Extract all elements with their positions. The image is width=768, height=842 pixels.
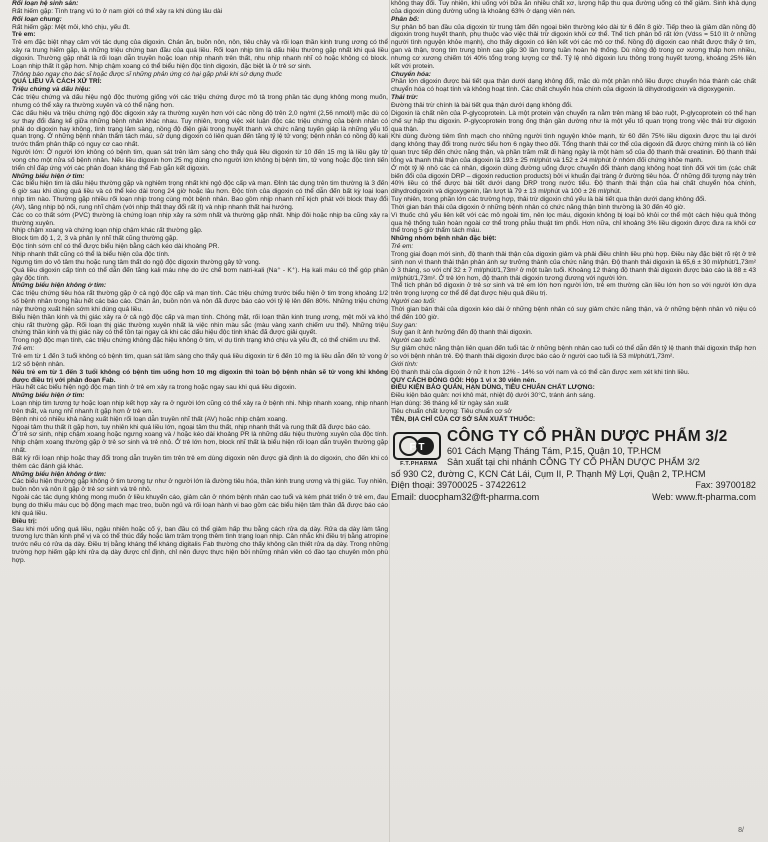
- left-paragraph: Trẻ em đặc biệt nhạy cảm với tác dụng của digoxin. Chán ăn, buồn nôn, nôn, tiêu chảy và rối loạn thần kinh trung ương có thể xảy ra trung hiếm gặp, là những triệu chứng ban đầu của quá liều. Rối loạn nhịp tim là dấu hiệu thường gặp nhất khi quá liều digoxin. Thường gặp nhất là rối loạn dẫn truyền hoặc loạn nhịp nhanh trên thất, nhu nhịp nhanh nhĩ có hoặc không có block. Loạn nhịp thất ít gặp hơn. Nhịp chậm xoang có thể biểu hiện độc tính digoxin, đặc biệt là ở trẻ sơ sinh.: [12, 39, 388, 70]
- fax-text: Fax: 39700182: [695, 480, 756, 491]
- right-paragraph: Người cao tuổi:: [391, 298, 436, 306]
- left-paragraph: Các biểu hiện thường gặp không ở tim tương tự như ở người lớn là đường tiêu hóa, thần kinh trung ương và thị giác. Tuy nhiên, buồn nôn và nôn ít gặp ở trẻ sơ sinh và trẻ nhỏ.: [12, 478, 388, 494]
- left-paragraph: Rất hiếm gặp: Tình trạng vú to ở nam giới có thể xảy ra khi dùng lâu dài: [12, 7, 223, 15]
- right-paragraph: Tiêu chuẩn chất lượng: Tiêu chuẩn cơ sở: [391, 407, 512, 415]
- manufacturer-block: [391, 428, 756, 510]
- page-marker: 8/: [738, 827, 744, 834]
- right-paragraph: Phân bố:: [391, 15, 420, 23]
- left-paragraph: Loạn nhịp tim tương tự hoặc loạn nhịp kết hợp xảy ra ở người lớn cũng có thể xảy ra ở bệnh nhi. Nhịp nhanh xoang, nhịp nhanh trên thất, và rung nhĩ nhanh ít gặp hơn ở trẻ em.: [12, 400, 388, 415]
- left-paragraph: Quá liều digoxin cấp tính có thể dẫn đến tăng kali máu nhẹ do ức chế bơm natri-kali (Na⁺ - K⁺). Hạ kali máu có thể góp phần gây độc tính.: [12, 266, 388, 282]
- left-paragraph: Thông báo ngay cho bác sĩ hoặc được sĩ những phản ứng có hại gặp phải khi sử dụng thuốc: [12, 70, 282, 78]
- left-paragraph: Ngoài các tác dụng không mong muốn ở liều khuyến cáo, giảm cân ở nhóm bệnh nhân cao tuổi và kém phát triển ở trẻ em, đau bụng do thiếu máu cục bộ động mạch mạc treo, buồn ngủ và rối loạn hành vi bao gồm các biểu hiện tâm thần đã được báo cáo khi quá liều.: [12, 494, 388, 517]
- right-text-column: [391, 0, 756, 842]
- logo-caption: F.T.PHARMA: [400, 460, 438, 467]
- left-paragraph: Các triệu chứng và dấu hiệu ngộ độc thường giống với các triệu chứng được mô tả trong phần tác dụng không mong muốn, nhưng có thể xảy ra thường xuyên và có thể nặng hơn.: [12, 94, 388, 109]
- right-paragraph: QUY CÁCH ĐÓNG GÓI: Hộp 1 vỉ x 30 viên nén.: [391, 376, 537, 384]
- right-paragraph: Hạn dùng: 36 tháng kể từ ngày sản xuất: [391, 400, 509, 408]
- left-paragraph: Các biểu hiện tim là dấu hiệu thường gặp và nghiêm trọng nhất khi ngộ độc cấp và mạn. Đỉnh tác dụng trên tim thường là 3 đến 6 giờ sau khi dùng quá liều và có thể kéo dài trong 24 giờ hoặc lâu hơn. Độc tính của digoxin có thể dẫn đến bất kỳ loại loạn nhịp tim nào. Thường gặp nhiều rối loạn nhịp trong cùng một bệnh nhân. Bao gồm nhịp nhanh nhĩ kịch phát với block thay đổi (AV), tăng nhịp bộ nối, rung nhĩ chậm (với nhịp thất thay đổi rất ít) và nhịp nhanh thất hai hướng.: [12, 180, 388, 211]
- left-paragraph: Biểu hiện thần kinh và thị giác xảy ra ở cả ngộ độc cấp và mạn tính. Chóng mặt, rối loạn thần kinh trung ương, mệt mỏi và khó chịu rất thường gặp. Rối loạn thị giác thường xuyên nhất là việc nhìn màu sắc (màu vàng xanh chiếm ưu thế). Những triệu chứng thần kinh và thị giác này có thể tồn tại ngay cả khi các dấu hiệu độc tính khác đã được giải quyết.: [12, 313, 388, 337]
- left-paragraph: Những biểu hiện không ở tim:: [12, 282, 107, 290]
- right-paragraph: Người cao tuổi:: [391, 337, 436, 345]
- left-paragraph: QUÁ LIỀU VÀ CÁCH XỬ TRÍ:: [12, 78, 102, 86]
- right-paragraph: Digoxin là chất nền của P-glycoprotein. Là một protein vận chuyển ra nằm trên màng tế bào ruột, P-glycoprotein có thể hạn chế sự hấp thu digoxin. P-glycoprotein trong ống thận gần dường như là một yếu tố quan trọng trong việc thải trừ digoxin qua thận.: [391, 109, 756, 133]
- right-paragraph: Suy gan ít ảnh hưởng đến độ thanh thải digoxin.: [391, 329, 533, 337]
- left-paragraph: Ngưng tim do vô tâm thu hoặc rung tâm thất do ngộ độc digoxin thường gây tử vong.: [12, 258, 261, 266]
- right-paragraph: Trong giai đoạn mới sinh, độ thanh thải thận của digoxin giảm và phải điều chỉnh liều phù hợp. Điều này đặc biệt rõ rệt ở trẻ sinh non vì thanh thải thận phản ánh sự trưởng thành của chức năng thận. Độ thanh thải digoxin là 65,6 ± 30 ml/phút/1,73m² ở 3 tháng, so với chỉ 32 ± 7 ml/phút/1,73m² ở một tuần tuổi. Khoảng 12 tháng độ thanh thải digoxin được báo cáo là 88 ± 43 ml/phút/1,73m². Ở trẻ lớn hơn, độ thanh thải digoxin tương đương với người lớn.: [391, 251, 756, 282]
- left-paragraph: Những biểu hiện ở tim:: [12, 172, 85, 180]
- right-paragraph: Đường thải trừ chính là bài tiết qua thận dưới dạng không đổi.: [391, 101, 573, 109]
- right-paragraph: Sự giảm chức năng thận liên quan đến tuổi tác ở những bệnh nhân cao tuổi có thể dẫn đến tỷ lệ thanh thải digoxin thấp hơn so với bệnh nhân trẻ. Độ thanh thải digoxin được báo cáo ở người cao tuổi là 53 ml/phút/1,73m².: [391, 345, 756, 360]
- right-paragraph: Khi dùng đường tiêm tĩnh mạch cho những người tình nguyện khỏe mạnh, từ 60 đến 75% liều digoxin được thu lại dưới dạng không thay đổi trong nước tiểu hơn 6 ngày theo dõi. Tổng thanh thải cơ thể của digoxin đã được chứng minh là có liên quan trực tiếp đến chức năng thận, và phần trăm mất đi hàng ngày là một hàm số của độ thanh thải creatinin. Độ thanh thải tổng và thanh thải thận của digoxin là 193 ± 25 ml/phút và 152 ± 24 ml/phút ở nhóm đối chứng khỏe mạnh.: [391, 133, 756, 164]
- left-paragraph: Những biểu hiện ở tim:: [12, 392, 85, 400]
- email-text: Email: duocpham32@ft-pharma.com: [391, 491, 540, 502]
- column-divider: [389, 0, 390, 842]
- left-paragraph: Trẻ em:: [12, 345, 35, 353]
- phone-text: Điện thoại: 39700025 - 37422612: [391, 480, 527, 491]
- right-paragraph: Ở một tỷ lệ nhỏ các cá nhân, digoxin dùng đường uống được chuyển đổi thành dạng không hoạt tính đối với tim (các chất biến đổi của digoxin DRP – digoxin reduction products) bởi vi khuẩn đại tràng ở đường tiêu hóa. Ở những đối tượng này trên 40% liều có thể được bài tiết dưới dạng DRP trong nước tiểu. Độ thanh thải thận của hai chất chuyển hóa chính, dihydrodigoxin và digoxygenin, lần lượt là 79 ± 13 ml/phút và 100 ± 26 ml/phút.: [391, 164, 756, 196]
- left-paragraph: Rất hiếm gặp: Mệt mỏi, khó chịu, yếu đt.: [12, 23, 131, 31]
- right-paragraph: Phần lớn digoxin được bài tiết qua thận dưới dạng không đổi, mặc dù một phần nhỏ liều được chuyển hóa thành các chất chuyển hóa có hoạt tính và không hoạt tính. Các chất chuyển hóa chính của digoxin là dihydrodigoxin và digoxygenin.: [391, 78, 756, 94]
- left-paragraph: Block tim độ 1, 2, 3 và phân ly nhĩ thất cũng thường gặp.: [12, 235, 178, 243]
- left-paragraph: Trong ngộ độc mạn tính, các triệu chứng không đặc hiệu không ở tim, ví dụ tình trạng khó chịu và yếu đt, có thể chiếm ưu thế.: [12, 337, 381, 345]
- factory-line-2: số 930 C2, đường C, KCN Cát Lái, Cụm II, P. Thạnh Mỹ Lợi, Quận 2, TP.HCM: [391, 468, 706, 479]
- right-paragraph: Những nhóm bệnh nhân đặc biệt:: [391, 235, 497, 243]
- contact-row-1: [391, 480, 756, 492]
- right-paragraph: TÊN, ĐỊA CHỈ CỦA CƠ SỞ SẢN XUẤT THUỐC:: [391, 415, 536, 423]
- right-paragraph: Sự phân bố ban đầu của digoxin từ trung tâm đến ngoại biên thường kéo dài từ 6 đến 8 giờ. Tiếp theo là giảm dần nồng độ digoxin trong huyết thanh, phụ thuộc vào việc thải trừ digoxin khỏi cơ thể. Thể tích phân bố rất lớn (Vdss = 510 lít ở những người tình nguyện khỏe mạnh), cho thấy digoxin có liên kết với các mô cơ thể. Nồng độ digoxin cao nhất được thấy ở tim, gan và thận, trong tim trung bình cao gấp 30 lần trong tuần hoàn hệ thống. Dù nồng độ trong cơ xương thấp hơn nhiều, nhưng cơ xương chiếm tới 40% tổng trong lượng cơ thể. Tỷ lệ nhỏ digoxin lưu thông trong huyết tương, khoảng 25% liên kết với protein.: [391, 23, 756, 70]
- left-paragraph: Nếu trẻ em từ 1 đến 3 tuổi không có bệnh tim uống hơn 10 mg digoxin thì toàn bộ bệnh nhân sẽ tử vong khi không được điều trị với phân đoạn Fab.: [12, 368, 388, 384]
- right-paragraph: Thải trừ:: [391, 94, 419, 102]
- left-paragraph: Trẻ em:: [12, 31, 36, 39]
- right-paragraph: ĐIỀU KIỆN BẢO QUẢN, HẠN DÙNG, TIÊU CHUẨN CHẤT LƯỢNG:: [391, 384, 595, 392]
- left-text-column: [12, 0, 388, 842]
- left-paragraph: Ở trẻ sơ sinh, nhịp chậm xoang hoặc ngưng xoang và / hoặc kéo dài khoảng PR là những dấu hiệu thường xuyên của độc tính. Nhịp chậm xoang thường gặp ở trẻ sơ sinh và trẻ nhỏ. Ở trẻ lớn hơn, block nhĩ thất là biểu hiện rối loạn dẫn truyền thường gặp nhất.: [12, 431, 388, 455]
- left-paragraph: Hầu hết các biểu hiện ngộ độc mạn tính ở trẻ em xảy ra trong hoặc ngay sau khi quá liều digoxin.: [12, 384, 297, 392]
- left-paragraph: Sau khi mới uống quá liều, ngậu nhiên hoặc cố ý, ban đầu có thể giảm hấp thu bằng cách rửa dạ dày. Rửa dạ dày làm tăng trương lực thần kinh phế vị và có thể thúc đẩy hoặc làm trầm trọng thêm tình trạng loạn nhịp. Cân nhắc khi điều trị bằng atropine trước nếu có rửa dạ dày. Điều trị bằng kháng thể kháng digitalis Fab thường cho thấy không cần thiết rửa dạ dày. Trong những trường hợp hiếm gặp khi rửa dạ dày được chỉ định, chỉ nên được thực hiện bởi những nhân viên có đào tạo chuyên môn phù hợp.: [12, 525, 388, 564]
- right-paragraph: Chuyển hóa:: [391, 70, 431, 78]
- company-name: CÔNG TY CỔ PHẦN DƯỢC PHẨM 3/2: [447, 427, 728, 445]
- left-paragraph: Độc tính sớm chỉ có thể được biểu hiện bằng cách kéo dài khoảng PR.: [12, 243, 220, 251]
- factory-line-1: Sản xuất tại chi nhánh CÔNG TY CỔ PHẦN DƯỢC PHẨM 3/2: [447, 457, 700, 468]
- right-paragraph: Độ thanh thải của digoxin ở nữ ít hơn 12% - 14% so với nam và có thể cần được xem xét khi tính liều.: [391, 368, 690, 376]
- left-paragraph: Nhịp nhanh thất cũng có thể là biểu hiện của độc tính.: [12, 251, 170, 258]
- left-paragraph: Bệnh nhi có nhiều khả năng xuất hiện rối loạn dẫn truyền nhĩ thất (AV) hoặc nhịp chậm xoang.: [12, 415, 288, 423]
- left-paragraph: Triệu chứng và dấu hiệu:: [12, 86, 91, 94]
- right-paragraph: Thể tích phân bố digoxin ở trẻ sơ sinh và trẻ em lớn hơn người lớn, trẻ em thường cần liều lớn hơn so với người lớn dựa trên trọng lượng cơ thể để đạt được hiệu quả điều trị.: [391, 282, 756, 298]
- left-paragraph: Ngoại tâm thu thất ít gặp hơn, tuy nhiên khi quá liều lớn, ngoại tâm thu thất, nhịp nhanh thất và rung thất đã được báo cáo.: [12, 423, 371, 431]
- right-text-block: [391, 0, 756, 424]
- left-paragraph: Người lớn: Ở người lớn không có bệnh tim, quan sát trên lâm sàng cho thấy quá liều digoxin từ 10 đến 15 mg là liều gây tử vong cho một nửa số bệnh nhân. Nếu liều digoxin hơn 25 mg dùng cho người lớn không bị bệnh tim, tử vong hoặc độc tính tiến triển chỉ đáp ứng với các phân đoạn kháng thể Fab gắn kết digoxin.: [12, 149, 388, 172]
- right-paragraph: Trẻ em:: [391, 243, 414, 251]
- left-paragraph: Rối loạn chung:: [12, 15, 62, 23]
- left-paragraph: Điều trị:: [12, 517, 37, 525]
- left-paragraph: Những biểu hiện không ở tim:: [12, 470, 107, 478]
- company-address: 601 Cách Mạng Tháng Tám, P.15, Quận 10, TP.HCM: [447, 445, 661, 456]
- left-paragraph: Rối loạn hệ sinh sản:: [12, 0, 79, 7]
- logo-letters: F T: [409, 441, 425, 453]
- right-paragraph: Điều kiện bảo quản: nơi khô mát, nhiệt độ dưới 30°C, tránh ánh sáng.: [391, 392, 596, 400]
- right-paragraph: Suy gan:: [391, 321, 418, 329]
- left-paragraph: Nhịp chậm xoang và chứng loạn nhịp chậm khác rất thường gặp.: [12, 227, 203, 235]
- left-paragraph: Trẻ em từ 1 đến 3 tuổi không có bệnh tim, quan sát lâm sàng cho thấy quá liều digoxin từ 6 đến 10 mg là liều dẫn đến tử vong ở 1/2 số bệnh nhân.: [12, 352, 388, 368]
- left-paragraph: Các co co thất sớm (PVC) thường là chứng loạn nhịp xảy ra sớm nhất và thường gặp nhất. Nhịp đôi hoặc nhịp ba cũng xảy ra thường xuyên.: [12, 211, 388, 227]
- right-paragraph: Giới tính:: [391, 360, 418, 368]
- left-paragraph: Các dấu hiệu và triệu chứng ngộ độc digoxin xảy ra thường xuyên hơn với các nồng độ trên 2,0 ng/ml (2,56 nmol/l) mặc dù có sự thay đổi đáng kể giữa những bệnh nhân khác nhau. Tuy nhiên, trong việc xét luận độc các triệu chứng của bệnh nhân có phải do digoxin hay không, tình trạng lâm sàng, nồng độ điện giải trong huyết thanh và chức năng tuyến giáp là những yếu tố quan trọng. Ở những bệnh nhân thẩm tách máu, sử dụng digoxin có liên quan đến tăng tỷ lệ tử vong; bệnh nhân có nồng độ kali trước thẩm phân thấp có nguy cơ cao nhất.: [12, 109, 388, 149]
- right-paragraph: Thời gian bán thải của digoxin kéo dài ở những bệnh nhân có suy giảm chức năng thận, và ở những bệnh nhân vô niệu có thể đến 100 giờ.: [391, 305, 756, 321]
- left-paragraph: Các triệu chứng tiêu hóa rất thường gặp ở cả ngộ độc cấp và mạn tính. Các triệu chứng trước biểu hiện ở tim trong khoảng 1/2 số bệnh nhân trong hầu hết các báo cáo. Chán ăn, buồn nôn và nôn đã được báo cáo với tỷ lệ lên đến 80%. Những triệu chứng này thường xuất hiện sớm khi dùng quá liều.: [12, 290, 388, 313]
- right-paragraph: Vì thuốc chủ yếu liên kết với các mô ngoài tim, nên lọc máu, digoxin không bị loại bỏ khỏi cơ thể một cách hiệu quả thông qua hệ thống tuần hoàn ngoài cơ thể trong phẫu thuật tim phổi. Hơn nữa, chỉ khoảng 3% liều digoxin được đưa ra khỏi cơ thể trong 5 giờ thẩm tách máu.: [391, 211, 756, 235]
- contact-row-2: [391, 492, 756, 504]
- right-paragraph: Thời gian bán thải của digoxin ở những bệnh nhân có chức năng thận bình thường là 30 đến 40 giờ.: [391, 203, 686, 211]
- right-paragraph: không thay đổi. Tuy nhiên, khi uống với bữa ăn nhiều chất xơ, lượng hấp thu qua đường uống có thể giảm. Sinh khả dụng của digoxin dùng đường uống là khoảng 63% ở dạng viên nén.: [391, 0, 756, 15]
- ft-pharma-logo-icon: [393, 432, 441, 460]
- website-text: Web: www.ft-pharma.com: [652, 491, 756, 502]
- left-paragraph: Bất kỳ rối loạn nhịp hoặc thay đổi trong dẫn truyền tim trên trẻ em dùng digoxin nên được giả định là do digoxin, cho đến khi có thêm các đánh giá khác.: [12, 454, 388, 470]
- right-paragraph: Tuy nhiên, trong phần lớn các trường hợp, thải trừ digoxin chủ yếu là bài tiết qua thận dưới dạng không đổi.: [391, 196, 707, 204]
